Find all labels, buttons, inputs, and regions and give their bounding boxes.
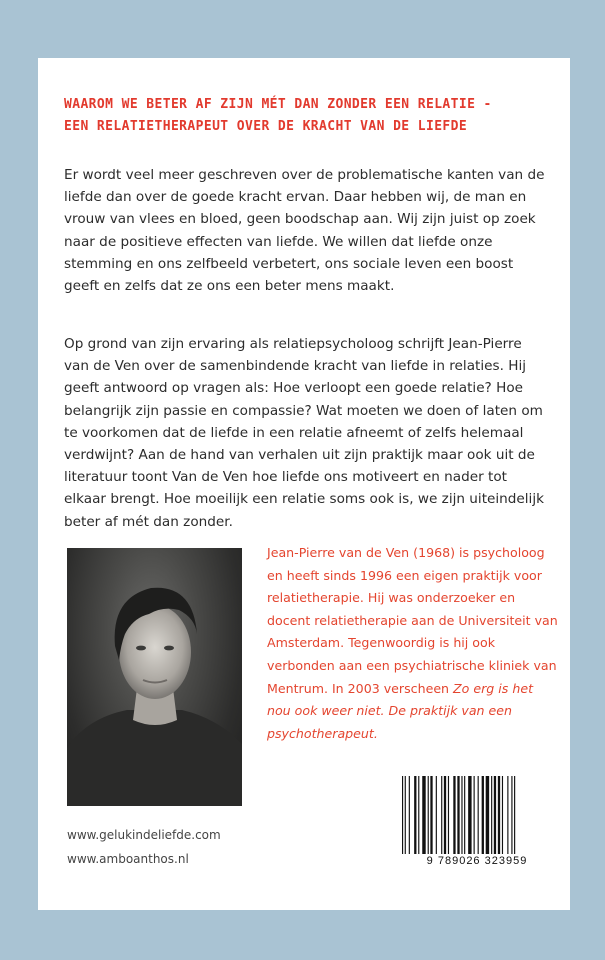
barcode-bar — [441, 776, 442, 854]
barcode-bar — [514, 776, 515, 854]
barcode-bar — [436, 776, 437, 854]
barcode-bar — [444, 776, 446, 854]
barcode-bar — [422, 776, 425, 854]
barcode-bar — [498, 776, 500, 854]
barcode-bar — [430, 776, 432, 854]
barcode-bars — [398, 776, 556, 854]
website-link-geluk[interactable]: www.gelukindeliefde.com — [67, 828, 221, 842]
barcode-bar — [405, 776, 406, 854]
barcode-bar — [507, 776, 508, 854]
barcode-bar — [474, 776, 475, 854]
author-photo — [67, 548, 242, 806]
blurb-paragraph-1: Er wordt veel meer geschreven over de problematische kanten van de liefde dan over de goede kracht ervan. Daar hebben wij, de man en vrouw van vlees en bloed, geen boodschap aan. Wij zijn juist op zoek naar de positieve effecten van liefde. We willen dat liefde onze stemming en ons zelfbeeld verbetert, ons sociale leven een boost geeft en zelfs dat ze ons een beter mens maakt. — [64, 167, 545, 295]
barcode-bar — [457, 776, 459, 854]
back-cover-panel — [38, 58, 570, 910]
author-bio-text: Jean-Pierre van de Ven (1968) is psycholoog en heeft sinds 1996 een eigen praktijk voor relatietherapie. Hij was onderzoeker en docent relatietherapie aan de Universiteit van Amsterdam. Tegenwoordig is hij ook verbonden aan een psychiatrische kliniek van Mentrum. In 2003 verscheen — [267, 545, 558, 696]
barcode-bar — [502, 776, 503, 854]
barcode-bar — [402, 776, 403, 854]
author-portrait-image — [67, 548, 242, 806]
barcode-bar — [418, 776, 419, 854]
blurb-paragraph-2: Op grond van zijn ervaring als relatiepsycholoog schrijft Jean-Pierre van de Ven over de samenbindende kracht van liefde in relaties. Hij geeft antwoord op vragen als: Hoe verloopt een goede relatie? Hoe belangrijk zijn passie en compassie? Wat moeten we doen of laten om te voorkomen dat de liefde in een relatie afneemt of zelfs helemaal verdwijnt? Aan de hand van verhalen uit zijn praktijk maar ook uit de literatuur toont Van de Ven hoe liefde ons motiveert en nader tot elkaar brengt. Hoe moeilijk een relatie soms ook is, we zijn uiteindelijk beter af mét dan zonder. — [64, 336, 544, 530]
barcode-bar — [448, 776, 449, 854]
barcode-bar — [511, 776, 512, 854]
headline — [64, 94, 554, 138]
barcode-bar — [482, 776, 484, 854]
barcode-bar — [494, 776, 496, 854]
barcode-bar — [478, 776, 479, 854]
author-bio — [267, 542, 559, 745]
barcode-bar — [428, 776, 429, 854]
barcode-bar — [461, 776, 462, 854]
headline-line-2: EEN RELATIETHERAPEUT OVER DE KRACHT VAN DE LIEFDE — [64, 119, 468, 134]
barcode-bar — [468, 776, 471, 854]
author-book-title: Zo erg is het nou ook weer niet. De praktijk van een psychotherapeut. — [267, 680, 534, 741]
website-link-amboanthos[interactable]: www.amboanthos.nl — [67, 852, 189, 866]
barcode-bar — [414, 776, 416, 854]
headline-line-1: WAAROM WE BETER AF ZIJN MÉT DAN ZONDER EEN RELATIE - — [64, 97, 492, 112]
barcode-bar — [453, 776, 455, 854]
isbn-number: 9 789026 323959 — [426, 855, 528, 867]
barcode-bar — [486, 776, 489, 854]
barcode-bar — [409, 776, 410, 854]
barcode-bar — [464, 776, 465, 854]
barcode-bar — [491, 776, 492, 854]
isbn-barcode — [398, 776, 556, 868]
